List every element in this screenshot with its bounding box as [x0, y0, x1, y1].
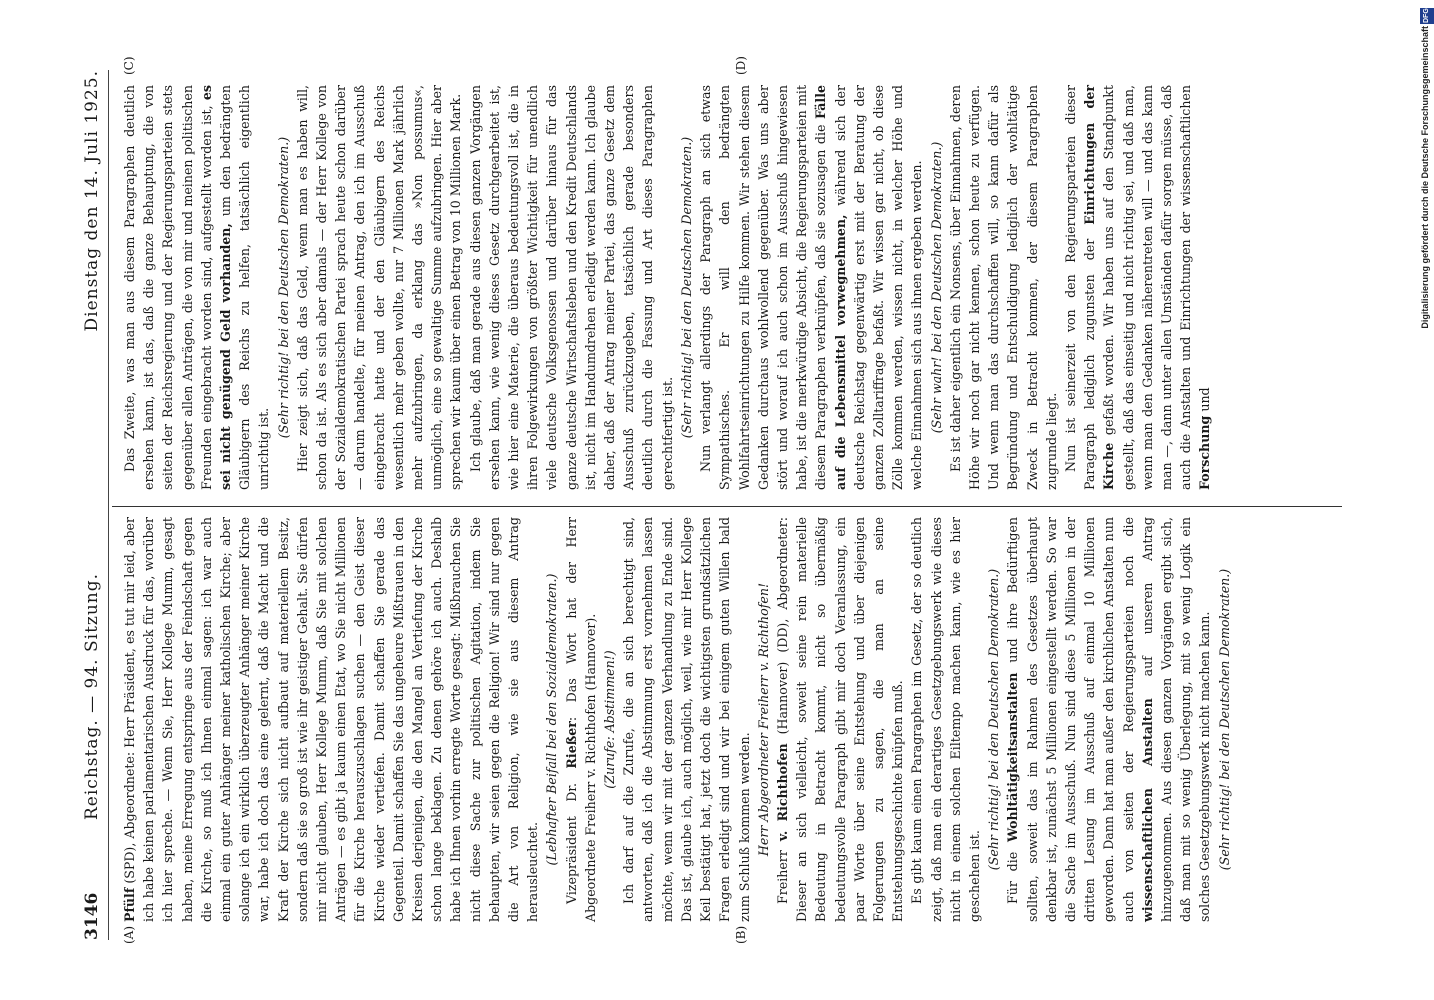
dfg-logo: DFG — [1420, 8, 1434, 24]
margin-mark-c: (C) — [122, 56, 136, 75]
applause-note: (Sehr richtig! bei den Deutschen Demokraten.) — [678, 136, 694, 439]
watermark-text: Digitalisierung gefördert durch die Deutsche Forschungsgemeinschaft — [1420, 26, 1430, 329]
speech-paragraph: Ich darf auf die Zurufe, die an sich berechtigt sind, antworten, daß ich die Abstimmung erst vornehmen lassen möchte, wenn wir mit der ganzen Verhandlung zu Ende sind. Das ist, glaube ich, auch möglich, weil, wie mir Herr Kollege Keil bestätigt hat, jetzt doch die wichtigsten grundsätzlichen Fragen erledigt sind und wir bei einigem guten Willen bald zum Schluß kommen werden. — [621, 517, 752, 922]
session-title: Reichstag. — 94. Sitzung. — [82, 572, 102, 820]
speech-paragraph: Für die Wohltätigkeitsanstalten und ihre Bedürftigen sollten, soweit das im Rahmen des Gesetzes überhaupt denkbar ist, zunächst 5 Millionen eingestellt werden. So war die Sache im Ausschuß. Nun sind diese 5 Millionen in der dritten Lesung im Ausschuß auf einmal 10 Millionen geworden. Dann hat man außer den kirchlichen Anstalten nun auch von seiten der Regierungsparteien noch die wissenschaftlichen Anstalten auf unseren Antrag hinzugenommen. Aus diesen ganzen Vorgängen ergibt sich, daß man mit so wenig Überlegung, mit so wenig Logik ein solches Gesetzgebungswerk nicht machen kann. — [1005, 517, 1213, 922]
margin-mark-a: (A) — [122, 925, 136, 944]
speech-paragraph: Das Zweite, was man aus diesem Paragraphen deutlich ersehen kann, ist das, daß die ganze Behauptung, die von seiten der Reichsregierung und der Regierungsparteien stets gegenüber allen Anträgen, die von mir und meinen politischen Freunden eingebracht worden sind, aufgestellt worden ist, es sei nicht genügend Geld vorhanden, um den bedrängten Gläubigern des Reichs zu helfen, tatsächlich eigentlich unrichtig ist. — [122, 85, 272, 490]
applause-note: (Sehr richtig! bei den Deutschen Demokraten.) — [275, 136, 291, 439]
speech-paragraph: Es gibt kaum einen Paragraphen im Gesetz, der so deutlich zeigt, daß man ein derartiges Gesetzgebungswerk wie dieses nicht in einem solchen Eiltempo machen kann, wie es hier geschehen ist. — [909, 517, 982, 922]
page-header — [82, 70, 109, 940]
applause-note: (Sehr wahr! bei den Deutschen Demokraten.) — [928, 141, 944, 434]
margin-mark-d: (D) — [734, 56, 748, 75]
speech-paragraph: Nun ist seinerzeit von den Regierungsparteien dieser Paragraph lediglich zugunsten der Einrichtungen der Kirche gefaßt worden. Wir haben uns auf den Standpunkt gestellt, daß das einseitig und nicht richtig sei, und daß man, wenn man den Gedanken näherentreten will — und das kann man —, dann unter allen Umständen dafür sorgen müsse, daß auch die Anstalten und Einrichtungen der wissenschaftlichen Forschung und — [1062, 85, 1213, 490]
column-divider — [112, 506, 1342, 507]
speech-paragraph: Freiherr v. Richthofen (Hannover) (DD), Abgeordneter: Dieser an sich vielleicht, soweit seine rein materielle Bedeutung in Betracht kommt, nicht so übermäßig bedeutungsvolle Paragraph gibt mir doch Veranlassung, ein paar Worte über seine Entstehung und über diejenigen Folgerungen zu sagen, die man an seine Entstehungsgeschichte knüpfen muß. — [774, 517, 906, 922]
speech-paragraph: Es ist daher eigentlich ein Nonsens, über Einnahmen, deren Höhe wir noch gar nicht kennen, schon heute zu verfügen. Und wenn man das durchschaffen will, so kann dafür als Begründung und Entschuldigung lediglich der wohltätige Zweck in Betracht kommen, der diesem Paragraphen zugrunde liegt. — [947, 85, 1059, 490]
speech-paragraph: Nun verlangt allerdings der Paragraph an sich etwas Sympathisches. Er will den bedrängten Wohlfahrtseinrichtungen zu Hilfe kommen. Wir stehen diesem Gedanken durchaus wohlwollend gegenüber. Was uns aber stört und worauf ich auch schon im Ausschuß hingewiesen habe, ist die merkwürdige Absicht, die Regierungsparteien mit diesem Paragraphen verknüpfen, daß sie sozusagen die Fälle auf die Lebensmittel vorwegnehmen, während sich der deutsche Reichstag gegenwärtig erst mit der Beratung der ganzen Zolltariffrage befaßt. Wir wissen gar nicht, ob diese Zölle kommen werden, wissen nicht, in welcher Höhe und welche Einnahmen sich aus ihnen ergeben werden. — [698, 85, 925, 490]
speaker-name: Rießer — [563, 721, 579, 769]
applause-note: (Sehr richtig! bei den Deutschen Demokraten.) — [986, 568, 1002, 871]
speaker-name: Pfülf — [122, 887, 137, 922]
left-column — [120, 517, 1234, 922]
margin-mark-b: (B) — [734, 925, 748, 944]
speaker-callout: Herr Abgeordneter Freiherr v. Richthofen! — [755, 582, 771, 857]
page-number: 3146 — [82, 892, 102, 940]
session-date: Dienstag den 14. Juli 1925. — [82, 70, 102, 332]
speech-paragraph: Ich glaube, daß man gerade aus diesen ganzen Vorgängen ersehen kann, wie wenig dieses Gesetz durchgearbeitet ist, wie hier eine Materie, die überaus bedeutungsvoll ist, die in ihren Folgewirkungen von größter Wichtigkeit für unendlich viele deutsche Volksgenossen und darüber hinaus für das ganze deutsche Wirtschaftsleben und den Kredit Deutschlands ist, nicht im Handumdrehen erledigt werden kann. Ich glaube daher, daß der Antrag meiner Partei, das ganze Gesetz dem Ausschuß zurückzugeben, tatsächlich gerade besonders deutlich durch die Fassung und Art dieses Paragraphen gerechtfertigt ist. — [467, 85, 675, 490]
speaker-name: v. Richthofen — [774, 743, 790, 842]
applause-note: (Lebhafter Beifall bei den Sozialdemokraten.) — [544, 573, 560, 866]
interjection-note: (Zurufe: Abstimmen!) — [602, 650, 618, 789]
speech-paragraph: Vizepräsident Dr. Rießer: Das Wort hat der Herr Abgeordnete Freiherr v. Richthofen (Hannover). — [563, 516, 598, 922]
applause-note: (Sehr richtig! bei den Deutschen Demokraten.) — [1216, 568, 1232, 871]
digitization-watermark — [1419, 6, 1434, 386]
right-column — [120, 85, 1215, 490]
speech-paragraph: Hier zeigt sich, daß das Geld, wenn man es haben will, schon da ist. Als es sich aber damals — der Herr Kollege von der Sozialdemokratischen Partei sprach heute schon darüber — darum handelte, für meinen Antrag, den ich im Ausschuß eingebracht hatte und der den Gläubigern des Reichs wesentlich mehr geben wollte, nur 7 Millionen Mark jährlich mehr aufzubringen, da erklang das »Non possumus«, unmöglich, eine so gewaltige Summe aufzubringen. Hier aber sprechen wir kaum über einen Betrag von 10 Millionen Mark. — [294, 85, 464, 490]
speech-paragraph: Pfülf (SPD), Abgeordnete: Herr Präsident, es tut mir leid, aber ich habe keinen parlamentarischen Ausdruck für das, worüber ich hier spreche. — Wenn Sie, Herr Kollege Mumm, gesagt haben, meine Erregung entspringe aus der Feindschaft gegen die Kirche, so muß ich Ihnen einmal sagen: ich war auch einmal ein guter Anhänger meiner katholischen Kirche; aber solange ich ein wirklich überzeugter Anhänger meiner Kirche war, habe ich doch das eine gelernt, daß die Macht und die Kraft der Kirche sich nicht aufbaut auf materiellem Besitz, sondern daß sie so groß ist wie ihr geistiger Gehalt. Sie dürfen mir nicht glauben, Herr Kollege Mumm, daß Sie mit solchen Anträgen — es gibt ja kaum einen Etat, wo Sie nicht Millionen für die Kirche herauszuschlagen suchen — den Geist dieser Kirche wieder vertiefen. Damit schaffen Sie gerade das Gegenteil. Damit schaffen Sie das ungeheure Mißtrauen in den Kreisen derjenigen, die den Mangel an Vertiefung der Kirche schon lange beklagen. Zu denen gehöre ich auch. Deshalb habe ich Ihnen vorhin erregte Worte gesagt: Mißbrauchen Sie nicht diese Sache zur politischen Agitation, indem Sie behaupten, wir seien gegen die Religion! Wir sind nur gegen die Art von Religion, wie sie aus diesem Antrag herausleuchtet. — [122, 517, 541, 922]
